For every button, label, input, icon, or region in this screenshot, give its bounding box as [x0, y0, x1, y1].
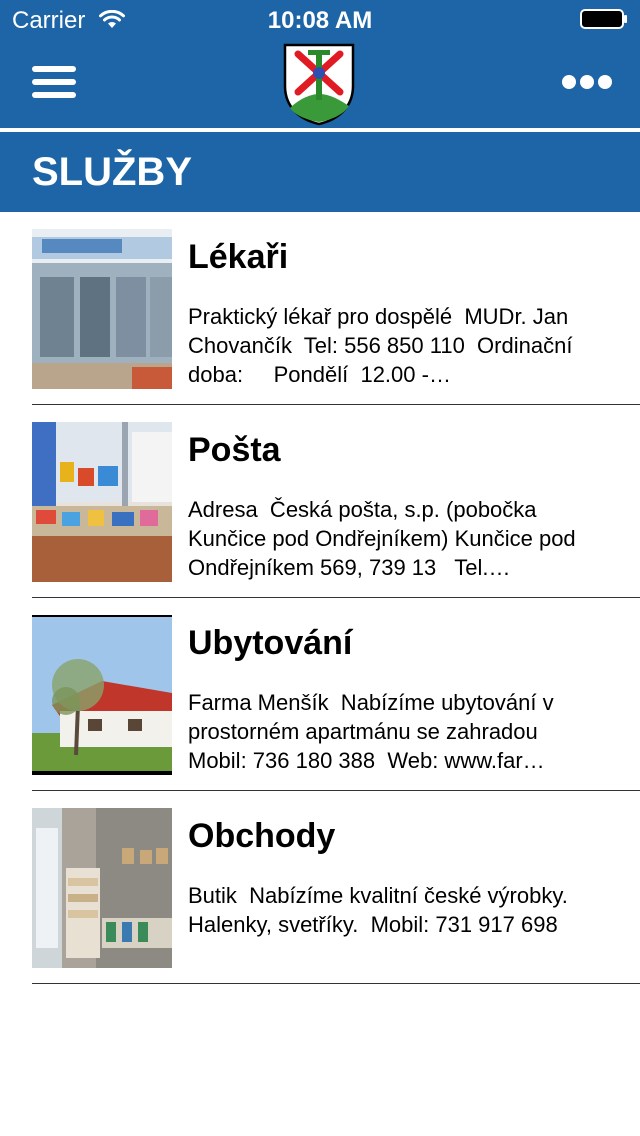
- list-item[interactable]: [0, 212, 640, 405]
- list-item[interactable]: [0, 791, 640, 984]
- shop-photo: [32, 808, 172, 968]
- item-title: Obchody: [188, 817, 336, 855]
- item-description: Butik Nabízíme kvalitní české výrobky. Halenky, svetříky. Mobil: 731 917 698: [188, 883, 574, 937]
- item-description: Farma Menšík Nabízíme ubytování v prostorném apartmánu se zahradou Mobil: 736 180 388 Web: www.far…: [188, 690, 560, 773]
- status-bar: [0, 0, 640, 40]
- page-title: SLUŽBY: [32, 150, 192, 194]
- hamburger-menu-icon[interactable]: [30, 62, 78, 102]
- list-item[interactable]: [0, 405, 640, 598]
- list-item[interactable]: [0, 598, 640, 791]
- section-header: [0, 132, 640, 212]
- item-description: Adresa Česká pošta, s.p. (pobočka Kunčice pod Ondřejníkem) Kunčice pod Ondřejníkem 569, 739 13 Tel.…: [188, 497, 582, 580]
- row-separator: [32, 983, 640, 984]
- coat-of-arms-logo: [282, 42, 356, 126]
- more-dots-icon[interactable]: [558, 72, 612, 94]
- item-description: Praktický lékař pro dospělé MUDr. Jan Chovančík Tel: 556 850 110 Ordinační doba: Pondělí 12.00 -…: [188, 304, 579, 387]
- item-title: Lékaři: [188, 238, 289, 276]
- post-office-photo: [32, 422, 172, 582]
- farm-house-photo: [32, 615, 172, 775]
- clinic-photo: [32, 229, 172, 389]
- battery-icon: [580, 9, 628, 29]
- carrier-label: Carrier: [12, 7, 86, 34]
- services-list: [0, 212, 640, 984]
- navigation-bar: [0, 0, 640, 128]
- clock: 10:08 AM: [267, 7, 373, 34]
- item-title: Pošta: [188, 431, 281, 469]
- item-title: Ubytování: [188, 624, 353, 662]
